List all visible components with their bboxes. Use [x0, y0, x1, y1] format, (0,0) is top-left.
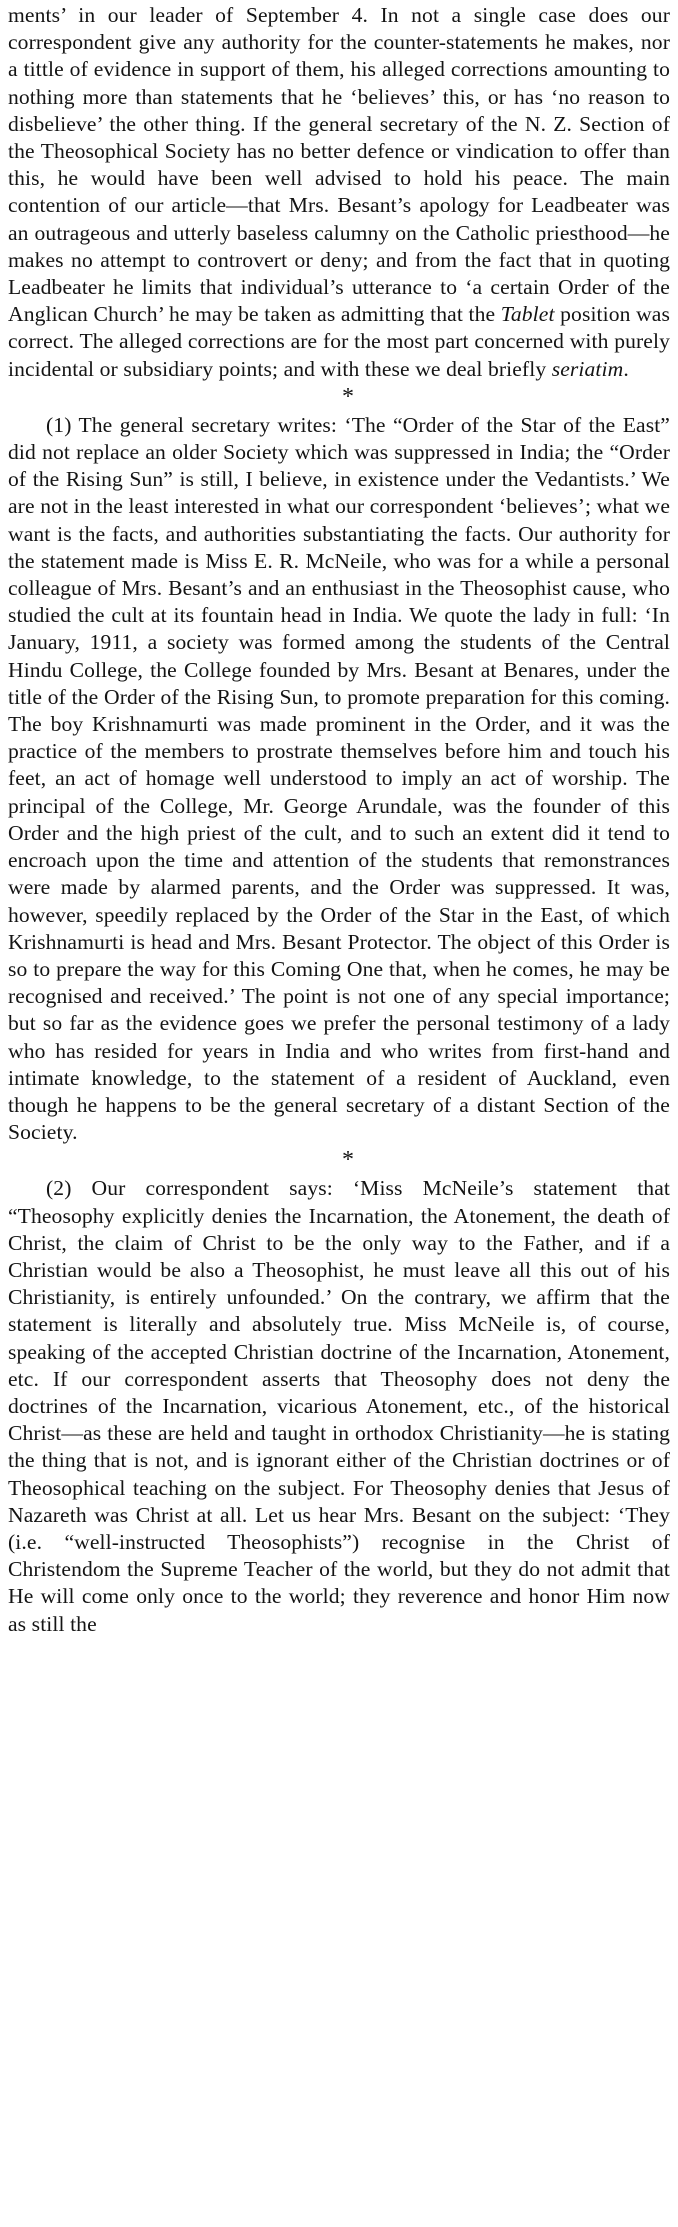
paragraph-intro-text-c: .	[623, 356, 629, 381]
paragraph-intro	[8, 2, 670, 383]
paragraph-incarnation: (2) Our correspondent says: ‘Miss McNeile’s statement that “Theosophy explicitly denies the Incarnation, the Atonement, the death of Christ, the claim of Christ to be the only way to the Father, and if a Christian would be also a Theosophist, he must leave all this out of his Christianity, is entirely unfounded.’ On the contrary, we affirm that the statement is literally and absolutely true. Miss McNeile is, of course, speaking of the accepted Christian doctrine of the Incarnation, Atonement, etc. If our correspondent asserts that Theosophy does not deny the doctrines of the Incarnation, vicarious Atonement, etc., of the historical Christ—as these are held and taught in orthodox Christianity—he is stating the thing that is not, and is ignorant either of the Christian doctrines or of Theosophical teaching on the subject. For Theosophy denies that Jesus of Nazareth was Christ at all. Let us hear Mrs. Besant on the subject: ‘They (i.e. “well-instructed Theosophists”) recognise in the Christ of Christendom the Supreme Teacher of the world, but they do not admit that He will come only once to the world; they reverence and honor Him now as still the	[8, 1176, 670, 1636]
seriatim-italic: seriatim	[551, 356, 624, 381]
asterisk-separator-1: *	[341, 383, 355, 410]
paragraph-order-of-star: (1) The general secretary writes: ‘The “Order of the Star of the East” did not replace an older Society which was suppressed in India; the “Order of the Rising Sun” is still, I believe, in existence under the Vedantists.’ We are not in the least interested in what our correspondent ‘believes’; what we want is the facts, and authorities substantiating the facts. Our authority for the statement made is Miss E. R. McNeile, who was for a while a personal colleague of Mrs. Besant’s and an enthusiast in the Theosophist cause, who studied the cult at its fountain head in India. We quote the lady in full: ‘In January, 1911, a society was formed among the students of the Central Hindu College, the College founded by Mrs. Besant at Benares, under the title of the Order of the Rising Sun, to promote preparation for this coming. The boy Krishnamurti was made prominent in the Order, and it was the practice of the members to prostrate themselves before him and touch his feet, an act of homage well understood to imply an act of worship. The principal of the College, Mr. George Arundale, was the founder of this Order and the high priest of the cult, and to such an extent did it tend to encroach upon the time and attention of the students that remonstrances were made by alarmed parents, and the Order was suppressed. It was, however, speedily replaced by the Order of the Star in the East, of which Krishnamurti is head and Mrs. Besant Protector. The object of this Order is so to prepare the way for this Coming One that, when he comes, he may be recognised and received.’ The point is not one of any special importance; but so far as the evidence goes we prefer the personal testimony of a lady who has resided for years in India and who writes from first-hand and intimate knowledge, to the statement of a resident of Auckland, even though he happens to be the general secretary of a distant Section of the Society.	[8, 412, 670, 1145]
paragraph-intro-text-b: position was correct. The alleged corrections are for the most part concerned with purely incidental or subsidiary points; and with these we deal briefly	[8, 302, 670, 381]
asterisk-separator-2: *	[341, 1147, 355, 1174]
tablet-italic: Tablet	[500, 302, 555, 327]
paragraph-intro-text-a: ments’ in our leader of September 4. In not a single case does our correspondent give any authority for the counter-statements he makes, nor a tittle of evidence in support of them, his alleged corrections amounting to nothing more than statements that he ‘believes’ this, or has ‘no reason to disbelieve’ the other thing. If the general secretary of the N. Z. Section of the Theosophical Society has no better defence or vindication to offer than this, he would have been well advised to hold his peace. The main contention of our article—that Mrs. Besant’s apology for Leadbeater was an outrageous and utterly baseless calumny on the Catholic priesthood—he makes no attempt to controvert or deny; and from the fact that in quoting Leadbeater he limits that individual’s utterance to ‘a certain Order of the Anglican Church’ he may be taken as admitting that the	[8, 3, 670, 327]
